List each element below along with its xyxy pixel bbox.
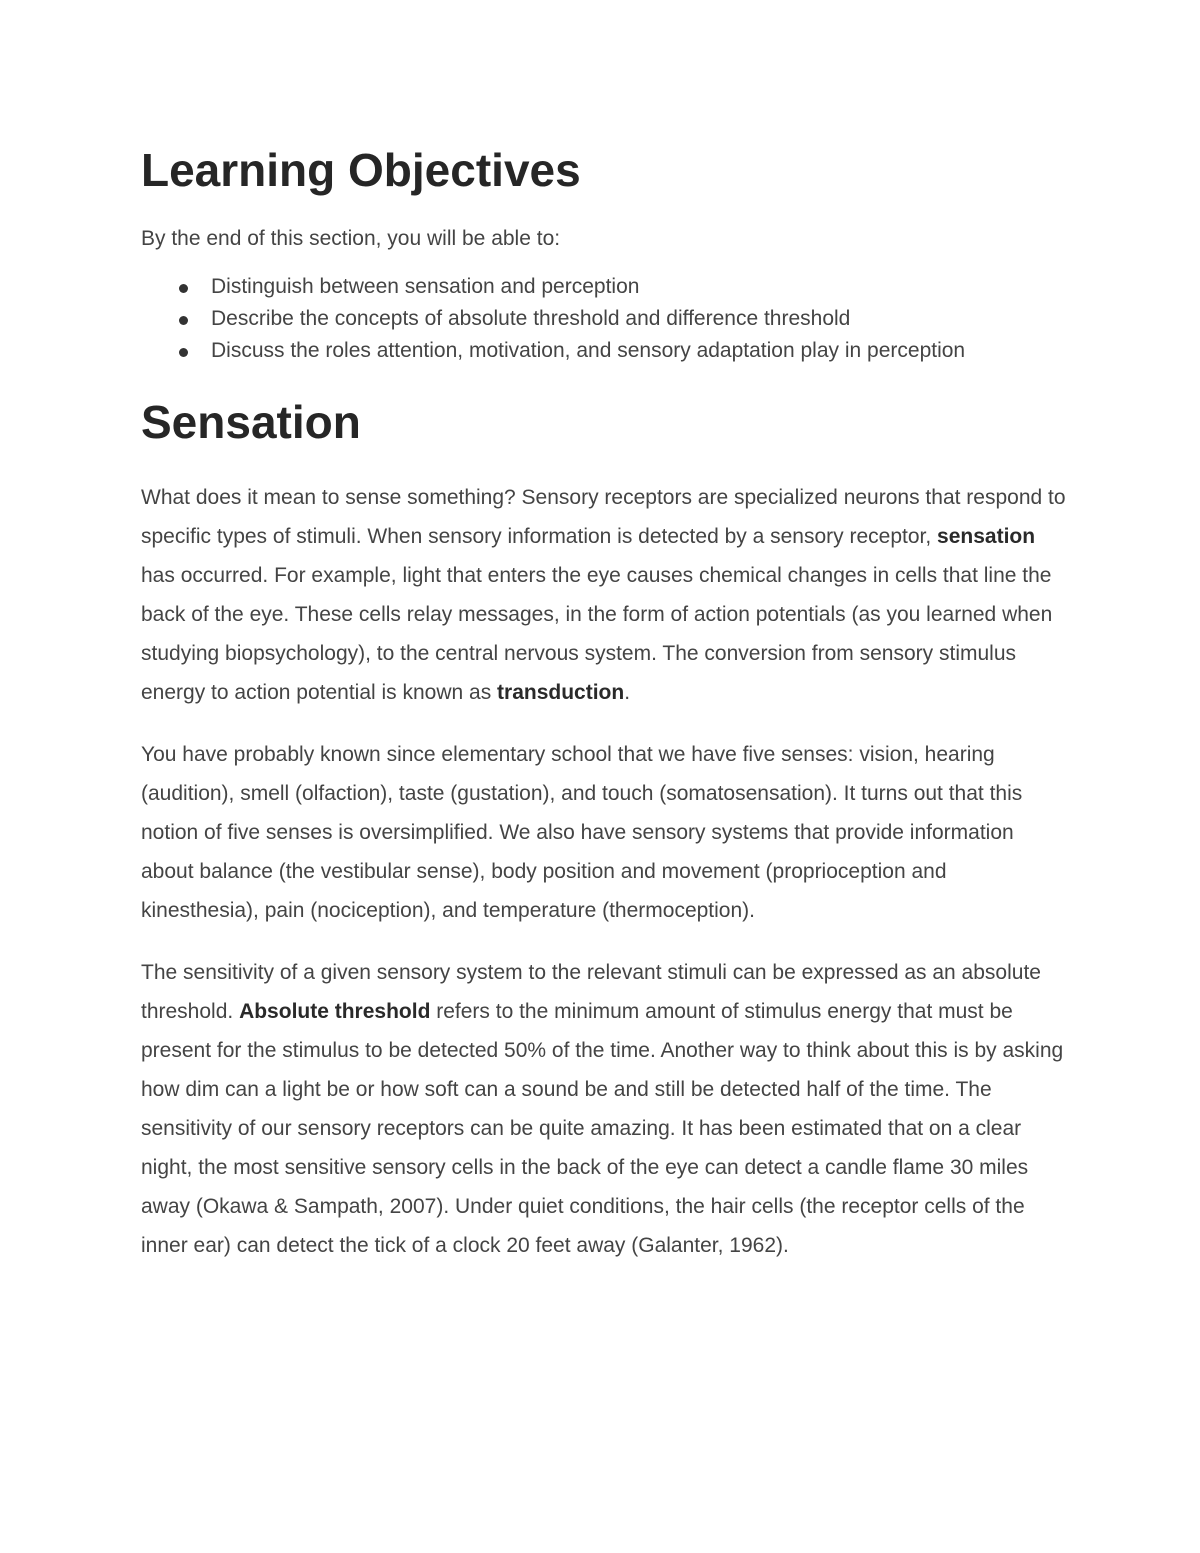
paragraph-text: refers to the minimum amount of stimulus energy that must be present for the stimulus to be detected 50% of the time. Another way to think about this is by asking how dim can a light be or how soft can a sound be and still be detected half of the time. The sensitivity of our sensory receptors can be quite amazing. It has been estimated that on a clear night, the most sensitive sensory cells in the back of the eye can detect a candle flame 30 miles away (Okawa & Sampath, 2007). Under quiet conditions, the hair cells (the receptor cells of the inner ear) can detect the tick of a clock 20 feet away (Galanter, 1962).	[141, 1000, 1064, 1257]
paragraph-text: The sensitivity of a given sensory system to the relevant stimuli can be expressed as an absolute threshold.	[141, 961, 1041, 1023]
bullet-icon	[179, 316, 188, 325]
paragraph-text: .	[624, 681, 631, 704]
sensation-heading: Sensation	[141, 396, 361, 448]
objectives-intro: By the end of this section, you will be able to:	[141, 227, 561, 250]
list-item-text: Distinguish between sensation and perception	[211, 275, 640, 298]
term-transduction: transduction	[497, 681, 625, 704]
objectives-list	[141, 271, 1066, 367]
list-item	[141, 335, 1066, 367]
sensation-paragraph-2: You have probably known since elementary school that we have five senses: vision, hearing (audition), smell (olfaction), taste (gustation), and touch (somatosensation). It turns out that this notion of five senses is oversimplified. We also have sensory systems that provide information about balance (the vestibular sense), body position and movement (proprioception and kinesthesia), pain (nociception), and temperature (thermoception).	[141, 743, 1023, 922]
term-absolute-threshold: Absolute threshold	[239, 1000, 431, 1023]
list-item-text: Discuss the roles attention, motivation, and sensory adaptation play in perception	[211, 339, 966, 362]
sensation-paragraph-3	[141, 953, 1066, 1265]
sensation-paragraph-1	[141, 478, 1066, 712]
paragraph-text: has occurred. For example, light that enters the eye causes chemical changes in cells that line the back of the eye. These cells relay messages, in the form of action potentials (as you learned when studying biopsychology), to the central nervous system. The conversion from sensory stimulus energy to action potential is known as	[141, 564, 1053, 704]
bullet-icon	[179, 284, 188, 293]
document-page	[141, 138, 1066, 1288]
term-sensation: sensation	[937, 525, 1036, 548]
paragraph-text: What does it mean to sense something? Sensory receptors are specialized neurons that respond to specific types of stimuli. When sensory information is detected by a sensory receptor,	[141, 486, 1066, 548]
bullet-icon	[179, 348, 188, 357]
list-item	[141, 271, 1066, 303]
list-item-text: Describe the concepts of absolute threshold and difference threshold	[211, 307, 851, 330]
learning-objectives-heading: Learning Objectives	[141, 144, 581, 196]
list-item	[141, 303, 1066, 335]
